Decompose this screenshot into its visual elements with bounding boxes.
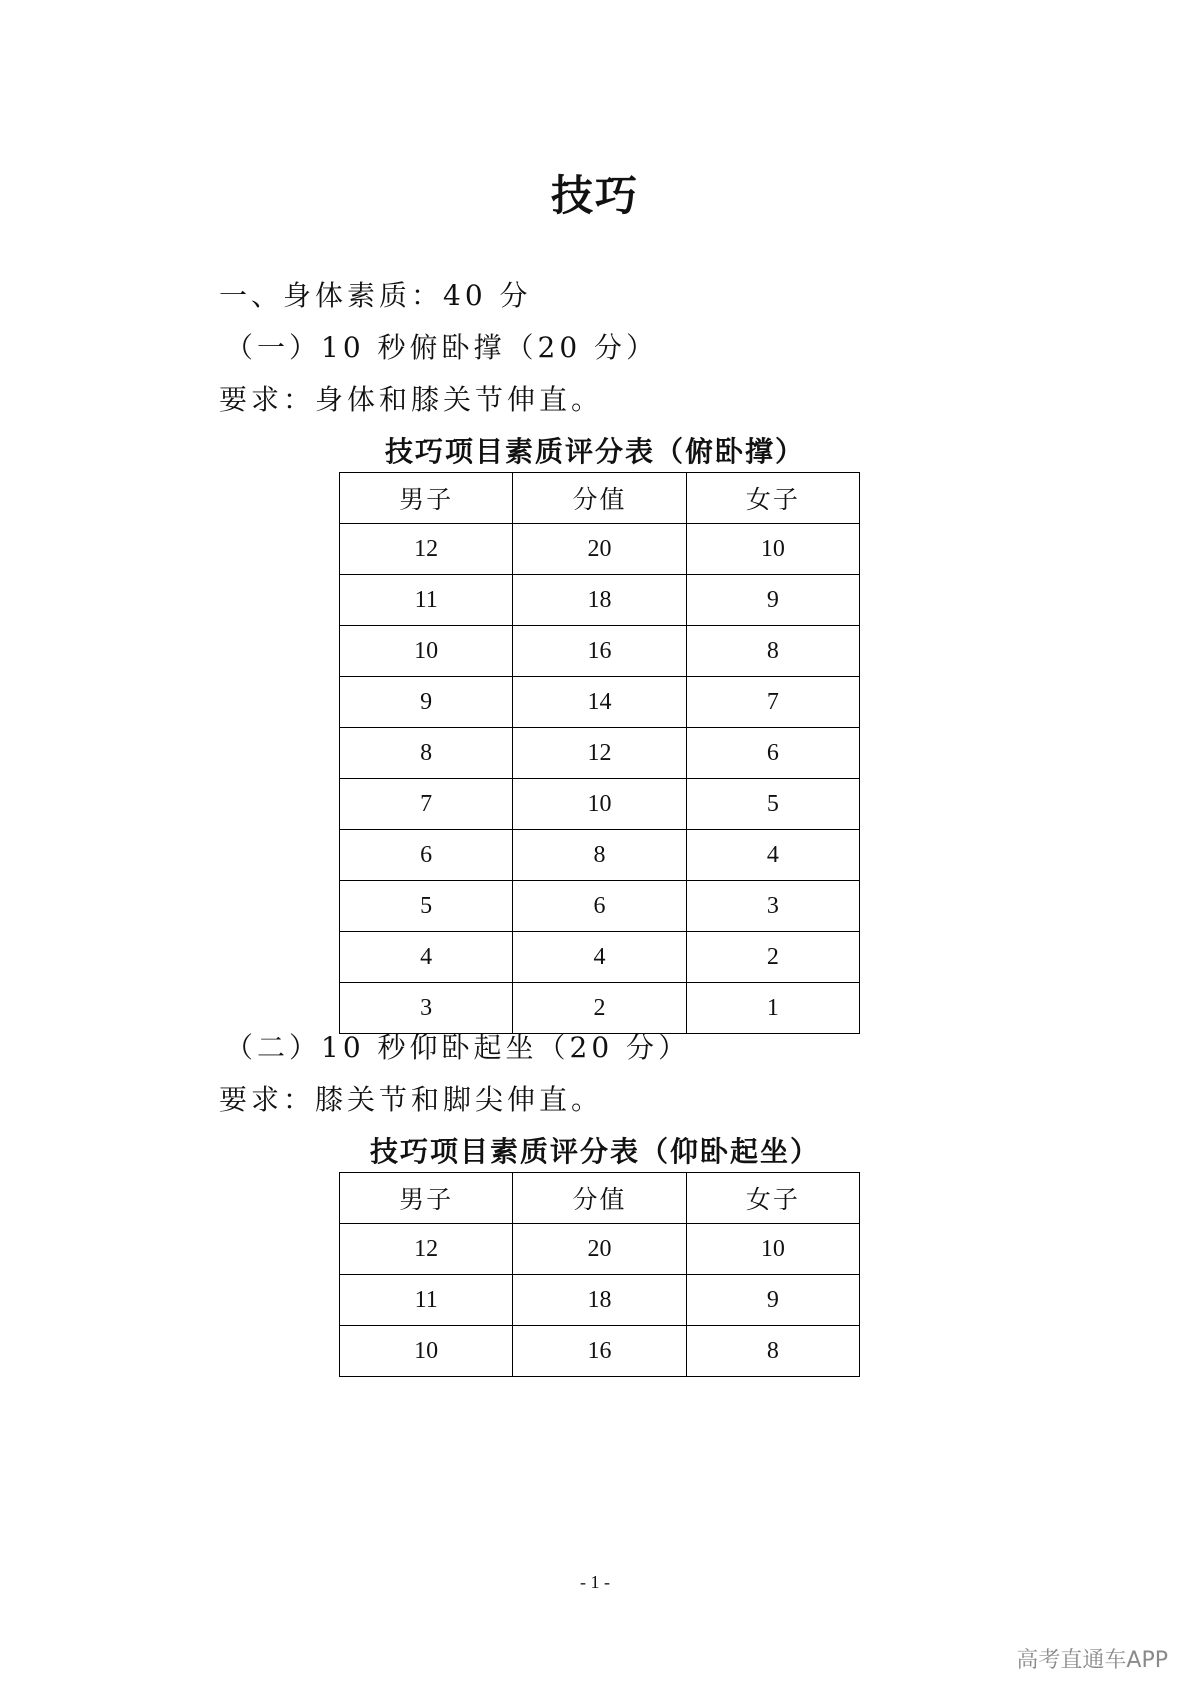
table-row [340,779,860,830]
table-header-row [340,1173,860,1224]
table-caption-push-ups: 技巧项目素质评分表（俯卧撑） [384,435,805,468]
table-row [340,626,860,677]
cell-female: 10 [686,1224,859,1275]
page-title: 技巧 [550,171,639,220]
cell-score: 16 [513,1326,686,1377]
cell-score: 8 [513,830,686,881]
cell-female: 3 [686,881,859,932]
cell-score: 20 [513,524,686,575]
table-row [340,728,860,779]
cell-score: 14 [513,677,686,728]
cell-female: 5 [686,779,859,830]
cell-score: 2 [513,983,686,1034]
cell-male: 8 [340,728,513,779]
cell-male: 10 [340,1326,513,1377]
cell-male: 5 [340,881,513,932]
table-row [340,1326,860,1377]
cell-female: 9 [686,1275,859,1326]
cell-score: 6 [513,881,686,932]
table-row [340,677,860,728]
item-heading-push-ups: （一）10 秒俯卧撑（20 分） [225,331,659,364]
page-number: - 1 - [580,1572,610,1592]
cell-score: 18 [513,575,686,626]
cell-female: 8 [686,626,859,677]
cell-male: 9 [340,677,513,728]
cell-male: 11 [340,1275,513,1326]
section-heading-physical-fitness: 一、身体素质：40 分 [219,279,532,312]
cell-female: 8 [686,1326,859,1377]
table-row [340,881,860,932]
header-male: 男子 [340,473,513,524]
cell-male: 10 [340,626,513,677]
requirement-push-ups: 要求：身体和膝关节伸直。 [219,383,604,416]
cell-score: 4 [513,932,686,983]
cell-female: 4 [686,830,859,881]
cell-female: 10 [686,524,859,575]
header-male: 男子 [340,1173,513,1224]
cell-male: 3 [340,983,513,1034]
cell-score: 12 [513,728,686,779]
score-table-push-ups [339,472,860,1034]
cell-male: 6 [340,830,513,881]
table-row [340,524,860,575]
table-row [340,1224,860,1275]
cell-male: 4 [340,932,513,983]
cell-female: 9 [686,575,859,626]
table-header-row [340,473,860,524]
cell-score: 10 [513,779,686,830]
table-row [340,830,860,881]
header-score: 分值 [513,473,686,524]
cell-female: 2 [686,932,859,983]
cell-female: 6 [686,728,859,779]
cell-female: 1 [686,983,859,1034]
header-female: 女子 [686,473,859,524]
table-row [340,1275,860,1326]
table-row [340,575,860,626]
cell-female: 7 [686,677,859,728]
cell-male: 12 [340,1224,513,1275]
header-female: 女子 [686,1173,859,1224]
table-row [340,932,860,983]
cell-male: 12 [340,524,513,575]
table-row [340,983,860,1034]
cell-male: 7 [340,779,513,830]
header-score: 分值 [513,1173,686,1224]
cell-score: 20 [513,1224,686,1275]
cell-male: 11 [340,575,513,626]
score-table-sit-ups [339,1172,860,1377]
item-heading-sit-ups: （二）10 秒仰卧起坐（20 分） [225,1031,691,1064]
cell-score: 18 [513,1275,686,1326]
requirement-sit-ups: 要求：膝关节和脚尖伸直。 [219,1083,604,1116]
table-caption-sit-ups: 技巧项目素质评分表（仰卧起坐） [369,1135,820,1168]
cell-score: 16 [513,626,686,677]
watermark: 高考直通车APP [1016,1648,1168,1673]
